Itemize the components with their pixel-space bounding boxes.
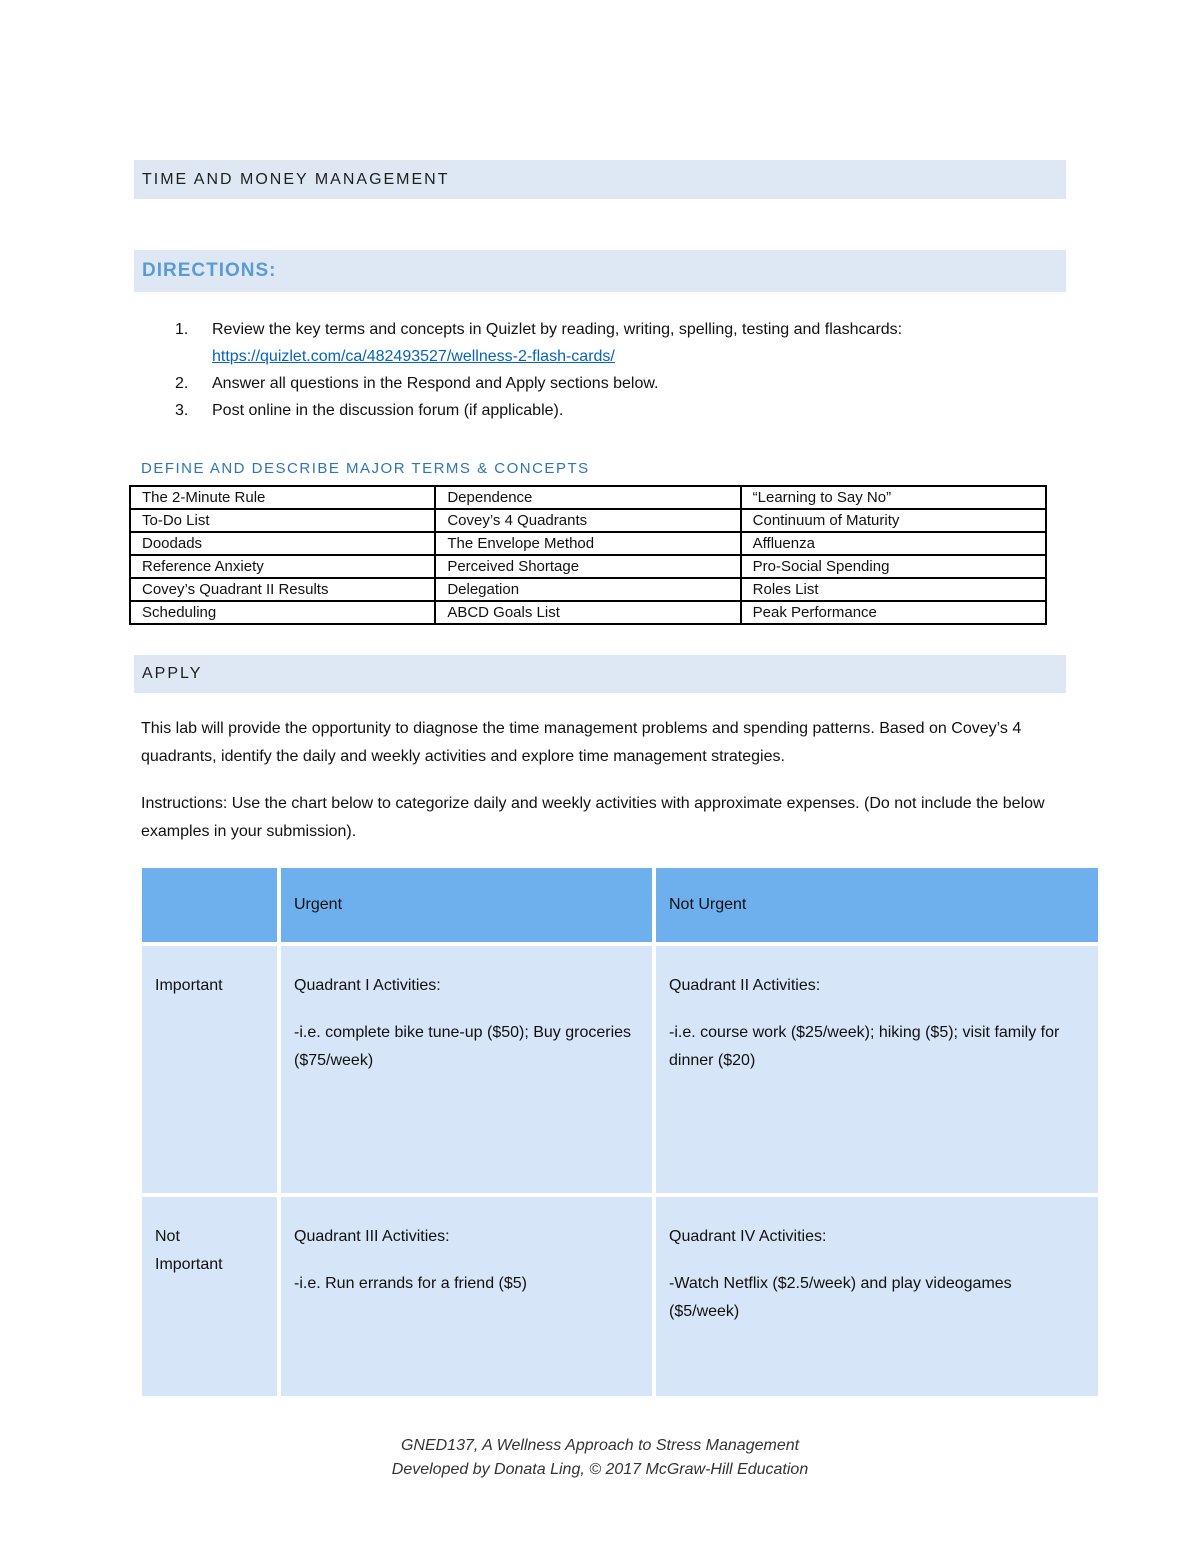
directions-item: [175, 397, 1055, 424]
corner-cell: [142, 868, 281, 946]
directions-item-number: 1.: [175, 321, 189, 338]
table-row: [130, 601, 1046, 624]
table-row: [130, 532, 1046, 555]
quadrant-header-row: [142, 868, 1098, 946]
term-cell: Roles List: [741, 578, 1046, 601]
apply-paragraph: This lab will provide the opportunity to diagnose the time management problems and spending patterns. Based on Covey’s 4 quadrants, identify the daily and weekly activities and explore time management strategies.: [141, 720, 1022, 765]
table-row: [130, 555, 1046, 578]
term-cell: The Envelope Method: [435, 532, 740, 555]
directions-item-text: Post online in the discussion forum (if applicable).: [212, 402, 564, 419]
table-row: [130, 578, 1046, 601]
quadrant-1-cell[interactable]: [281, 946, 656, 1197]
term-cell: ABCD Goals List: [435, 601, 740, 624]
quadrant-4-example: -Watch Netflix ($2.5/week) and play videogames ($5/week): [669, 1275, 1012, 1320]
term-cell: Pro-Social Spending: [741, 555, 1046, 578]
quadrant-3-title: Quadrant III Activities:: [294, 1228, 450, 1245]
term-cell: Covey’s Quadrant II Results: [130, 578, 435, 601]
directions-item-text: Answer all questions in the Respond and Apply sections below.: [212, 375, 659, 392]
quadrant-2-title: Quadrant II Activities:: [669, 977, 821, 994]
table-row: [130, 509, 1046, 532]
directions-item-number: 3.: [175, 402, 189, 419]
directions-item: [175, 316, 1055, 370]
terms-table: [129, 485, 1047, 625]
quadrant-4-title: Quadrant IV Activities:: [669, 1228, 827, 1245]
term-cell: Reference Anxiety: [130, 555, 435, 578]
row-header-not-important: [142, 1197, 281, 1396]
footer-course-line: GNED137, A Wellness Approach to Stress Management: [400, 1437, 800, 1454]
directions-item: [175, 370, 1055, 397]
section-directions: [134, 250, 1066, 292]
term-cell: The 2-Minute Rule: [130, 486, 435, 509]
quadrant-2-cell[interactable]: [656, 946, 1098, 1197]
term-cell: Continuum of Maturity: [741, 509, 1046, 532]
directions-heading: DIRECTIONS:: [142, 260, 277, 281]
term-cell: Peak Performance: [741, 601, 1046, 624]
apply-heading: APPLY: [142, 665, 203, 682]
section-title-time-money: [134, 160, 1066, 199]
term-cell: Dependence: [435, 486, 740, 509]
directions-list: [175, 316, 1055, 424]
term-cell: Delegation: [435, 578, 740, 601]
term-cell: Doodads: [130, 532, 435, 555]
quadrant-row-not-important: [142, 1197, 1098, 1396]
row-header-not-important-line2: Important: [155, 1256, 223, 1273]
footer-copyright-line: Developed by Donata Ling, © 2017 McGraw-Hill Education: [391, 1461, 809, 1478]
quadrant-1-title: Quadrant I Activities:: [294, 977, 441, 994]
quadrant-4-cell[interactable]: [656, 1197, 1098, 1396]
term-cell: Perceived Shortage: [435, 555, 740, 578]
section-apply: [134, 655, 1066, 693]
covey-quadrant-table: [142, 868, 1098, 1396]
term-cell: Covey’s 4 Quadrants: [435, 509, 740, 532]
quizlet-link[interactable]: https://quizlet.com/ca/482493527/wellness-2-flash-cards/: [212, 348, 615, 365]
page-title: TIME AND MONEY MANAGEMENT: [142, 171, 450, 188]
column-header-urgent: Urgent: [281, 868, 656, 946]
quadrant-3-example: -i.e. Run errands for a friend ($5): [294, 1275, 527, 1292]
table-row: [130, 486, 1046, 509]
quadrant-3-cell[interactable]: [281, 1197, 656, 1396]
column-header-not-urgent: Not Urgent: [656, 868, 1098, 946]
row-header-not-important-line1: Not: [155, 1228, 180, 1245]
row-header-important: Important: [142, 946, 281, 1197]
term-cell: To-Do List: [130, 509, 435, 532]
term-cell: “Learning to Say No”: [741, 486, 1046, 509]
terms-heading: DEFINE AND DESCRIBE MAJOR TERMS & CONCEPTS: [141, 460, 590, 477]
term-cell: Affluenza: [741, 532, 1046, 555]
directions-item-text: Review the key terms and concepts in Quizlet by reading, writing, spelling, testing and flashcards:: [212, 321, 903, 338]
quadrant-1-example: -i.e. complete bike tune-up ($50); Buy groceries ($75/week): [294, 1024, 632, 1069]
directions-item-number: 2.: [175, 375, 189, 392]
quadrant-2-example: -i.e. course work ($25/week); hiking ($5); visit family for dinner ($20): [669, 1024, 1060, 1069]
instructions-paragraph: Instructions: Use the chart below to categorize daily and weekly activities with approximate expenses. (Do not include the below examples in your submission).: [141, 795, 1045, 840]
term-cell: Scheduling: [130, 601, 435, 624]
quadrant-row-important: [142, 946, 1098, 1197]
